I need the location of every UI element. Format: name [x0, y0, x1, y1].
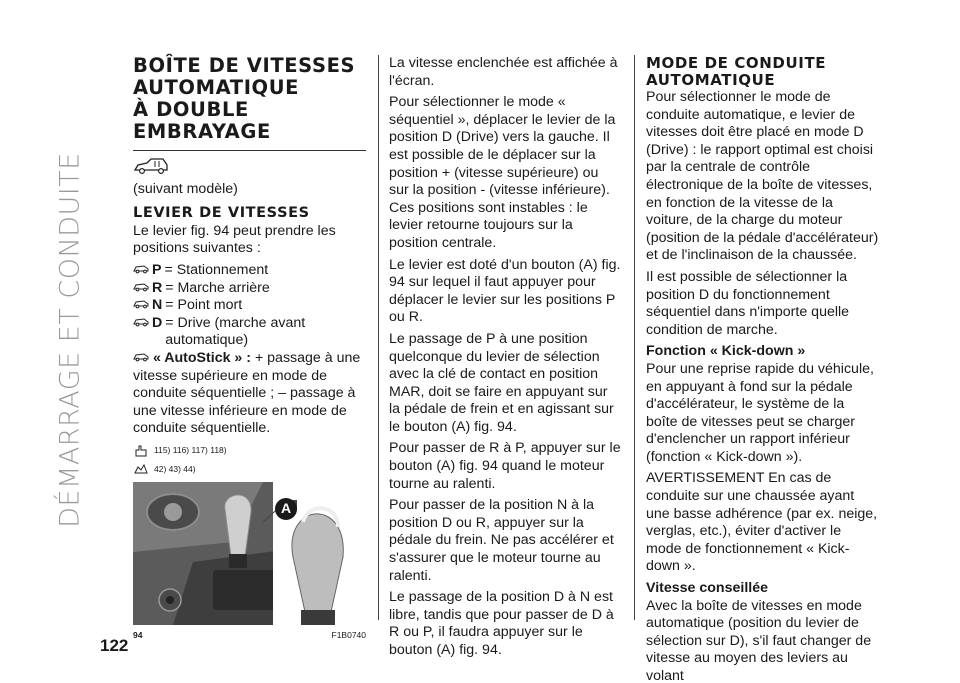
warning-paragraph: AVERTISSEMENT En cas de conduite sur une chaussée ayant une basse adhérence (par ex. neige, verglas, etc.), éviter d'activer le mode de fonctionnement « Kick-down ».: [646, 470, 878, 575]
paragraph: Pour passer de R à P, appuyer sur le bouton (A) fig. 94 quand le moteur tourne au ralenti.: [389, 440, 621, 492]
callout-label: A: [275, 498, 297, 520]
paragraph: La vitesse enclenchée est affichée à l'écran.: [389, 55, 618, 89]
figure-code: F1B0740: [331, 630, 366, 641]
position-item: D = Drive (marche avant automatique): [133, 315, 366, 350]
figure-caption: [133, 627, 366, 645]
column-1: [133, 55, 366, 645]
car-icon: [133, 316, 149, 327]
subsection-title: Vitesse conseillée: [646, 580, 768, 597]
car-icon: [133, 298, 149, 309]
subsection-title: Fonction « Kick-down »: [646, 343, 806, 360]
position-item: R = Marche arrière: [133, 280, 366, 298]
paragraph: Pour sélectionner le mode « séquentiel », déplacer le levier de la position D (Drive) vers la gauche. Il est possible de le déplacer sur la position + (vitesse supérieure) ou sur la position - (vitesse inférieure). Ces positions sont instables : le levier retourne toujours sur la position centrale.: [389, 94, 616, 251]
page-number: 122: [100, 636, 129, 655]
title-rule: [133, 150, 366, 151]
car-icon: [133, 281, 149, 292]
paragraph: Avec la boîte de vitesses en mode automatique (position du levier de sélection sur D), s'il faut changer de vitesse au moyen des leviers au volant: [646, 597, 872, 683]
section-title: BOÎTE DE VITESSES AUTOMATIQUE À DOUBLE EMBRAYAGE: [133, 54, 356, 143]
paragraph: Il est possible de sélectionner la position D du fonctionnement séquentiel dans n'importe quelle condition de marche.: [646, 268, 850, 338]
warning-references: 115) 116) 117) 118): [133, 442, 366, 460]
paragraph: Pour sélectionner le mode de conduite automatique, e levier de vitesses doit être placé en mode D (Drive) : le rapport optimal est choisi par la centrale de contrôle électronique de la boîte de vitesses, en fonction de la vitesse de la voiture, de la charge du moteur (position de la pédale d'accélérateur) et de l'inclinaison de la chaussée.: [646, 89, 879, 264]
column-3: [646, 55, 879, 683]
autostick-item: « AutoStick » : + passage à une vitesse supérieure en mode de conduite séquentielle ; – passage à une vitesse inférieure en mode de conduite séquentielle.: [133, 349, 361, 437]
car-icon: [133, 351, 149, 362]
paragraph: Pour une reprise rapide du véhicule, en appuyant à fond sur la pédale d'accélérateur, le système de la boîte de vitesses peut se charger d'enclencher un rapport inférieur (fonction « Kick-down »).: [646, 360, 874, 465]
position-item: N = Point mort: [133, 297, 366, 315]
paragraph: Le passage de P à une position quelconque du levier de sélection avec la clé de contact en position MAR, doit se faire en appuyant sur la pédale de frein et en agissant sur le bouton (A) fig. 94.: [389, 330, 614, 435]
gear-lever-illustration: [133, 482, 366, 625]
position-item: P = Stationnement: [133, 262, 366, 280]
subsection-title: LEVIER DE VITESSES: [133, 205, 310, 222]
attention-hand-icon: [133, 462, 149, 476]
gear-lever-figure: [133, 482, 366, 625]
column-divider: [378, 55, 379, 620]
column-divider: [634, 55, 635, 620]
warning-hand-icon: [133, 444, 149, 458]
car-icon: [133, 263, 149, 274]
section-title: MODE DE CONDUITE AUTOMATIQUE: [646, 54, 827, 89]
paragraph: Le passage de la position D à N est libre, tandis que pour passer de D à R ou P, il faudra appuyer sur le bouton (A) fig. 94.: [389, 589, 614, 658]
paragraph: Pour passer de la position N à la position D ou R, appuyer sur la pédale du frein. Ne pas accélérer et s'assurer que le moteur tourne au ralenti.: [389, 497, 614, 584]
attention-references: 42) 43) 44): [133, 461, 366, 479]
car-variant-icon: [133, 157, 169, 175]
column-2: [389, 55, 622, 664]
variant-note: (suivant modèle): [133, 180, 238, 197]
chapter-side-title: DÉMARRAGE ET CONDUITE: [54, 152, 86, 528]
figure-number: 94: [133, 630, 143, 641]
paragraph: Le levier fig. 94 peut prendre les positions suivantes :: [133, 222, 336, 257]
paragraph: Le levier est doté d'un bouton (A) fig. 94 sur lequel il faut appuyer pour déplacer le levier sur les positions P ou R.: [389, 256, 621, 326]
